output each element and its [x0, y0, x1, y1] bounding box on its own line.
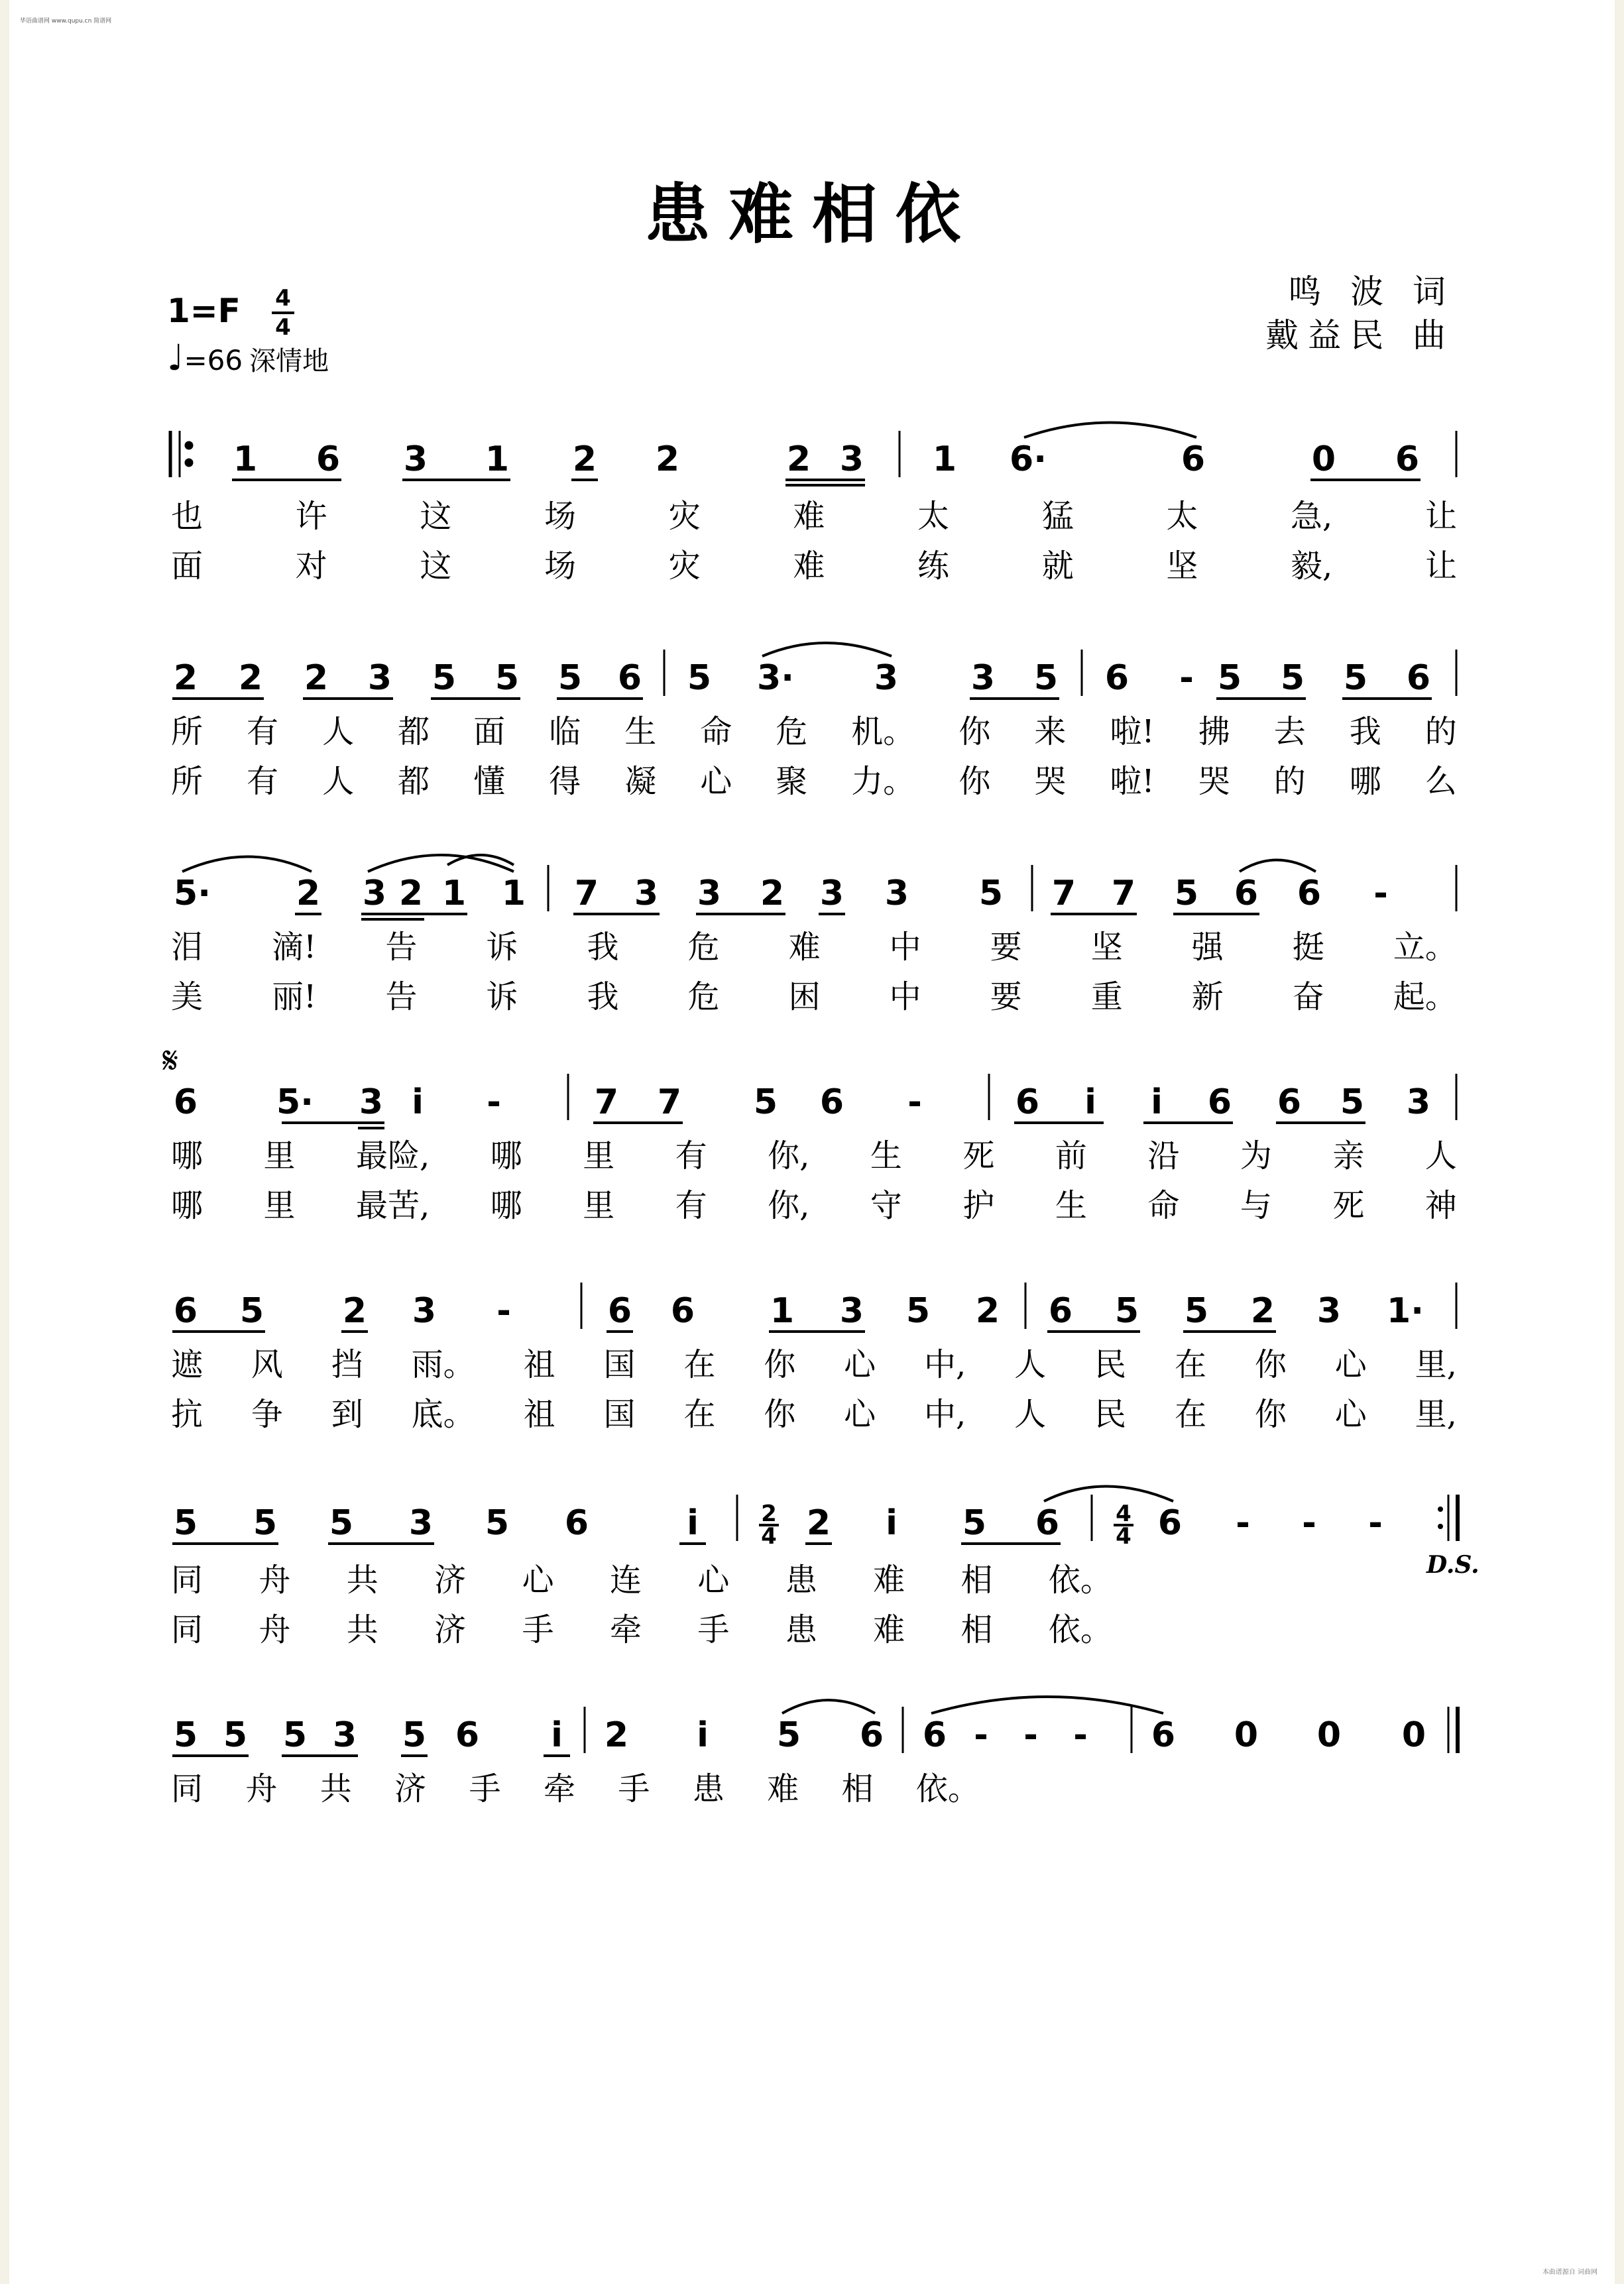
svg-text:2: 2	[342, 1291, 367, 1331]
svg-text:5: 5	[402, 1715, 427, 1755]
svg-text:4: 4	[1116, 1501, 1131, 1527]
lyric-line-5-verse-2: 抗 争 到 底。 祖 国 在 你 心 中, 人 民 在 你 心 里,	[171, 1396, 1457, 1433]
svg-text:6: 6	[922, 1715, 947, 1755]
svg-text:2: 2	[173, 658, 198, 698]
left-margin-strip	[0, 0, 9, 2284]
svg-text:i: i	[697, 1715, 709, 1755]
svg-text:5: 5	[173, 1715, 198, 1755]
svg-text:6: 6	[607, 1291, 632, 1331]
lyric-line-2-verse-1: 所 有 人 都 面 临 生 命 危 机。 你 来 啦! 拂 去 我 的	[171, 713, 1457, 750]
svg-text:7: 7	[594, 1082, 619, 1122]
time-signature	[272, 286, 294, 339]
svg-text:1: 1	[770, 1291, 795, 1331]
score-line-5	[162, 1263, 1462, 1342]
svg-text:2: 2	[806, 1503, 831, 1543]
svg-text:2: 2	[296, 874, 321, 913]
svg-text:-: -	[1373, 874, 1388, 913]
svg-text:5: 5	[1114, 1291, 1139, 1331]
svg-text:-: -	[1179, 658, 1194, 698]
svg-text:3: 3	[697, 874, 722, 913]
svg-text:-: -	[974, 1715, 988, 1755]
svg-text:i: i	[1151, 1082, 1163, 1122]
score-line-4	[162, 1054, 1462, 1133]
lyric-line-3-verse-2: 美 丽! 告 诉 我 危 困 中 要 重 新 奋 起。	[171, 978, 1457, 1015]
svg-text:6: 6	[1104, 658, 1130, 698]
svg-text:6: 6	[1048, 1291, 1073, 1331]
svg-text:3: 3	[634, 874, 659, 913]
segno-icon: 𝄋	[162, 1039, 179, 1082]
svg-text:5: 5	[905, 1291, 931, 1331]
svg-text:5·: 5·	[174, 874, 211, 913]
svg-text:5: 5	[1280, 658, 1305, 698]
svg-text:5: 5	[1217, 658, 1242, 698]
svg-text:5: 5	[1174, 874, 1199, 913]
svg-text:2: 2	[398, 874, 424, 913]
svg-text:5: 5	[282, 1715, 308, 1755]
svg-text:7: 7	[574, 874, 599, 913]
svg-text:-: -	[1073, 1715, 1088, 1755]
svg-text:6: 6	[1151, 1715, 1176, 1755]
lyric-line-1-verse-1: 也 许 这 场 灾 难 太 猛 太 急, 让	[171, 498, 1457, 535]
note: 1	[485, 439, 510, 479]
svg-text:i: i	[412, 1082, 424, 1122]
tempo-value: =66	[184, 344, 243, 376]
time-sig-bottom: 4	[275, 314, 291, 341]
svg-text:-: -	[1023, 1715, 1038, 1755]
svg-text:3: 3	[874, 658, 899, 698]
svg-text:2: 2	[975, 1291, 1000, 1331]
quarter-note-icon: ♩	[167, 337, 184, 378]
note: 2	[786, 439, 811, 479]
svg-text:3: 3	[359, 1082, 384, 1122]
svg-text:6: 6	[1035, 1503, 1060, 1543]
svg-text:6: 6	[173, 1082, 198, 1122]
key-signature: 1=F	[167, 292, 241, 330]
lyric-line-2-verse-2: 所 有 人 都 懂 得 凝 心 聚 力。 你 哭 啦! 哭 的 哪 么	[171, 763, 1457, 800]
svg-text:5: 5	[1343, 658, 1368, 698]
svg-text:6: 6	[670, 1291, 695, 1331]
svg-text:5: 5	[494, 658, 520, 698]
lyric-line-4-verse-2: 哪 里 最苦, 哪 里 有 你, 守 护 生 命 与 死 神	[171, 1187, 1457, 1224]
svg-text:6: 6	[455, 1715, 480, 1755]
svg-text:3: 3	[367, 658, 392, 698]
svg-text:2: 2	[760, 874, 785, 913]
svg-text:3: 3	[819, 874, 844, 913]
lyric-line-5-verse-1: 遮 风 挡 雨。 祖 国 在 你 心 中, 人 民 在 你 心 里,	[171, 1346, 1457, 1383]
svg-text:5: 5	[753, 1082, 778, 1122]
svg-text:2: 2	[604, 1715, 629, 1755]
svg-text:5: 5	[239, 1291, 264, 1331]
svg-text:2: 2	[1250, 1291, 1275, 1331]
svg-text:5: 5	[329, 1503, 354, 1543]
note: 3	[403, 439, 428, 479]
note: 6·	[1010, 439, 1047, 479]
svg-text:-: -	[907, 1082, 922, 1122]
svg-text:i: i	[886, 1503, 898, 1543]
expression-mark: 深情地	[249, 346, 329, 376]
svg-text:i: i	[551, 1715, 563, 1755]
svg-text:4: 4	[1116, 1523, 1131, 1550]
svg-text:5·: 5·	[276, 1082, 314, 1122]
note: 6	[1181, 439, 1206, 479]
svg-text:3: 3	[362, 874, 387, 913]
svg-text:7: 7	[657, 1082, 682, 1122]
svg-text:3·: 3·	[757, 658, 794, 698]
svg-text:-: -	[496, 1291, 511, 1331]
svg-text:5: 5	[173, 1503, 198, 1543]
score-line-7	[162, 1687, 1462, 1766]
svg-text:6: 6	[173, 1291, 198, 1331]
svg-text:3: 3	[408, 1503, 434, 1543]
svg-text:5: 5	[1340, 1082, 1365, 1122]
svg-text:-: -	[1236, 1503, 1250, 1543]
note: 1	[233, 439, 258, 479]
svg-text:0: 0	[1401, 1715, 1426, 1755]
svg-text:3: 3	[1316, 1291, 1342, 1331]
note: 2	[572, 439, 597, 479]
svg-text:5: 5	[253, 1503, 278, 1543]
svg-text:6: 6	[1277, 1082, 1302, 1122]
svg-text:5: 5	[223, 1715, 248, 1755]
svg-text:0: 0	[1234, 1715, 1259, 1755]
svg-text:i: i	[1084, 1082, 1096, 1122]
footer-note: 本曲谱源自 词曲网	[1542, 2269, 1597, 2276]
lyric-line-1-verse-2: 面 对 这 场 灾 难 练 就 坚 毅, 让	[171, 547, 1457, 585]
svg-text:1·: 1·	[1387, 1291, 1424, 1331]
svg-text:5: 5	[962, 1503, 987, 1543]
svg-text:5: 5	[557, 658, 583, 698]
svg-text:3: 3	[412, 1291, 437, 1331]
lyric-line-3-verse-1: 泪 滴! 告 诉 我 危 难 中 要 坚 强 挺 立。	[171, 929, 1457, 966]
svg-text:7: 7	[1111, 874, 1136, 913]
composer-credit: 戴益民 曲	[1265, 316, 1455, 355]
lyric-line-7-verse-1: 同 舟 共 济 手 牵 手 患 难 相 依。	[171, 1770, 980, 1807]
svg-text:5: 5	[687, 658, 712, 698]
note: 3	[839, 439, 864, 479]
top-note: 华语曲谱网 www.qupu.cn 简谱网	[20, 18, 112, 25]
svg-text:6: 6	[859, 1715, 884, 1755]
svg-text:6: 6	[564, 1503, 589, 1543]
svg-text:6: 6	[1234, 874, 1259, 913]
svg-text:3: 3	[1406, 1082, 1431, 1122]
lyric-line-6-verse-2: 同 舟 共 济 手 牵 手 患 难 相 依。	[171, 1611, 1112, 1648]
svg-text:6: 6	[1015, 1082, 1040, 1122]
svg-text:1: 1	[501, 874, 526, 913]
svg-text:5: 5	[485, 1503, 510, 1543]
svg-text:2: 2	[238, 658, 263, 698]
note: 2	[655, 439, 680, 479]
lyric-line-6-verse-1: 同 舟 共 济 心 连 心 患 难 相 依。	[171, 1562, 1112, 1599]
svg-text:-: -	[1302, 1503, 1316, 1543]
note: 0	[1311, 439, 1336, 479]
score-line-3	[162, 845, 1462, 925]
svg-text:5: 5	[1033, 658, 1059, 698]
time-sig-top: 4	[275, 285, 291, 312]
svg-text:6: 6	[819, 1082, 844, 1122]
svg-text:6: 6	[1297, 874, 1322, 913]
svg-text:5: 5	[1184, 1291, 1209, 1331]
svg-text:3: 3	[839, 1291, 864, 1331]
svg-text:7: 7	[1051, 874, 1076, 913]
svg-text:4: 4	[761, 1523, 777, 1550]
dal-segno-mark: D.S.	[1426, 1551, 1479, 1579]
lyricist-credit: 鸣 波 词	[1288, 272, 1455, 311]
svg-text:6: 6	[1406, 658, 1431, 698]
svg-text:5: 5	[432, 658, 457, 698]
svg-text:2: 2	[761, 1501, 777, 1527]
note: 6	[316, 439, 341, 479]
svg-text:1: 1	[441, 874, 467, 913]
svg-text:5: 5	[776, 1715, 801, 1755]
svg-text:5: 5	[978, 874, 1004, 913]
score-line-1	[162, 411, 1462, 490]
svg-text:i: i	[687, 1503, 699, 1543]
tempo-marking	[167, 337, 329, 378]
svg-text:3: 3	[970, 658, 996, 698]
svg-text:3: 3	[884, 874, 909, 913]
song-title: 患难相依	[644, 176, 979, 253]
right-margin-strip	[1615, 0, 1624, 2284]
note: 6	[1395, 439, 1420, 479]
svg-text:6: 6	[1207, 1082, 1232, 1122]
score-line-6	[162, 1475, 1462, 1554]
svg-text:2: 2	[304, 658, 329, 698]
svg-text:-: -	[1368, 1503, 1383, 1543]
note: 1	[932, 439, 957, 479]
lyric-line-4-verse-1: 哪 里 最险, 哪 里 有 你, 生 死 前 沿 为 亲 人	[171, 1137, 1457, 1174]
svg-text:6: 6	[617, 658, 642, 698]
svg-text:6: 6	[1157, 1503, 1183, 1543]
svg-text:0: 0	[1316, 1715, 1342, 1755]
svg-text:-: -	[487, 1082, 501, 1122]
score-line-2	[162, 630, 1462, 709]
svg-text:3: 3	[332, 1715, 357, 1755]
